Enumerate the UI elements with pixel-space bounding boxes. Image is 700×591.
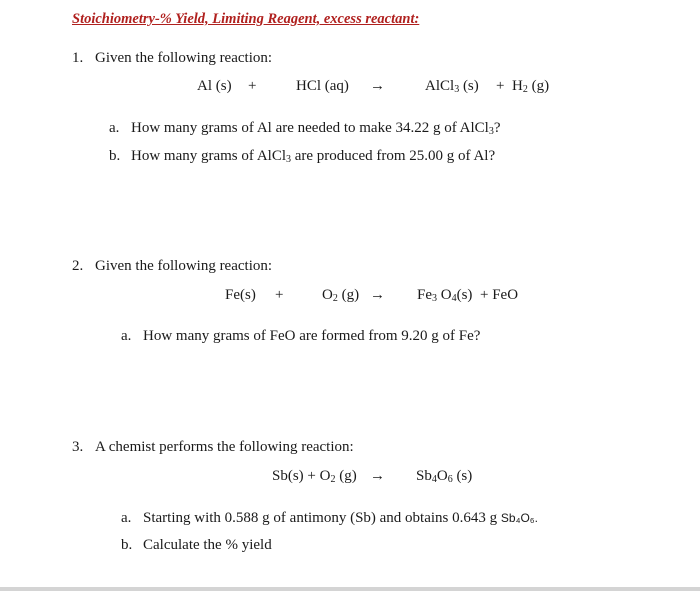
question-3b-text: Calculate the % yield (143, 537, 272, 553)
reactant-fe: Fe(s) (225, 287, 256, 303)
plus-sign: + (248, 78, 257, 94)
question-1b-text: How many grams of AlCl$_3$ are produced from 25.00 g of Al? (131, 148, 496, 165)
reaction-arrow: → (370, 78, 385, 94)
page-title: Stoichiometry-% Yield, Limiting Reagent, excess reactant: (72, 11, 420, 27)
question-1a-text: How many grams of Al are needed to make 34.22 g of AlCl$_3$? (131, 120, 501, 137)
reactant-hcl: HCl (aq) (296, 78, 349, 94)
plus-sign: + (275, 287, 284, 303)
question-2-prompt: Given the following reaction: (95, 258, 273, 274)
question-3-prompt: A chemist performs the following reaction: (95, 439, 354, 455)
reactants-sb-o2: $Sb(s) + O_2$ (g) (272, 468, 357, 485)
question-1-prompt: Given the following reaction: (95, 50, 273, 66)
reactant-al: Al (s) (197, 78, 232, 94)
product-feo: + FeO (480, 287, 519, 303)
question-2a-letter: a. (121, 328, 132, 344)
question-1-number: 1. (72, 50, 84, 66)
reaction-arrow: → (370, 468, 385, 484)
question-3a-letter: a. (121, 510, 132, 526)
question-1b-letter: b. (109, 148, 121, 164)
question-2-number: 2. (72, 258, 84, 274)
product-h2: $H_2$ (g) (512, 78, 550, 95)
page-bottom-edge (0, 587, 700, 591)
reactant-o2: $O_2$ (g) (322, 287, 360, 304)
question-2a-text: How many grams of FeO are formed from 9.20 g of Fe? (143, 328, 481, 344)
plus-sign: + (496, 78, 505, 94)
product-fe3o4: $Fe_3$ $O_4(s)$ (417, 287, 473, 304)
question-3a-text: Starting with 0.588 g of antimony (Sb) and obtains 0.643 g Sb₄O₆. (143, 510, 538, 526)
product-sb4o6: $Sb_4O_6$ (s) (416, 468, 473, 485)
question-3b-letter: b. (121, 537, 133, 553)
product-alcl3: AlCl$_3$ (s) (425, 78, 479, 95)
reaction-arrow: → (370, 287, 385, 303)
question-1a-letter: a. (109, 120, 120, 136)
question-3-number: 3. (72, 439, 84, 455)
